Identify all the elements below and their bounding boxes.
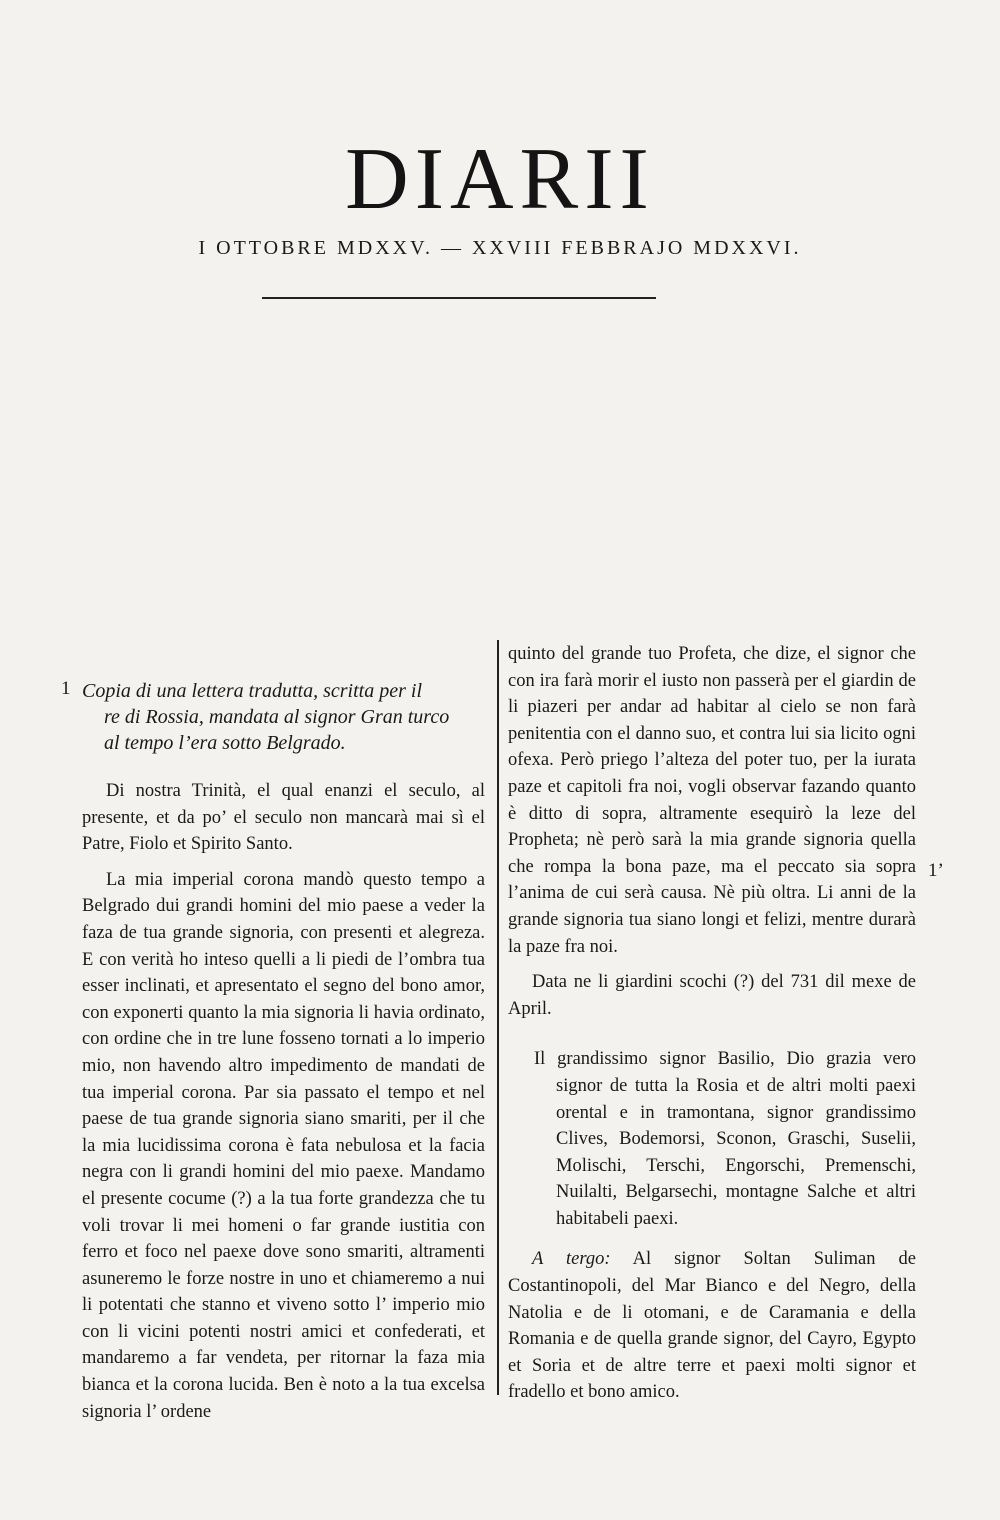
letter-heading bbox=[82, 678, 485, 756]
paragraph bbox=[508, 1246, 916, 1406]
right-column bbox=[508, 641, 916, 1415]
a-tergo-text: Al signor Soltan Suliman de Costantinopoli, del Mar Bianco e del Negro, della Natolia e de li otomani, e de Caramania e della Romania e de quella grande signor, del Cayro, Egypto et Soria et de altre terre et paexi molti signor et fradello et bono amico. bbox=[508, 1249, 917, 1403]
paragraph: quinto del grande tuo Profeta, che dize, el signor che con ira farà morir el iusto non passerà per el giardin de li piazeri per andar ad habitar al cielo se non farà penitentia con el danno suo, et contra lui sia licito ogni ofexa. Però priego l’alteza del poter tuo, per la iurata paze et capitoli fra noi, vogli observar fazando quanto è ditto di sopra, altramente esequirò la leze del Propheta; nè però sarà la mia grande signoria quella che rompa la bona paze, ma el peccato sia sopra l’anima de cui serà causa. Nè più oltra. Li anni de la grande signoria tua siano longi et felizi, mentre durarà la paze fra noi. bbox=[508, 644, 916, 957]
margin-number-right: 1’ bbox=[928, 860, 944, 881]
heading-line-1: Copia di una lettera tradutta, scritta per il bbox=[82, 680, 422, 702]
heading-line-3: al tempo l’era sotto Belgrado. bbox=[104, 732, 346, 754]
left-column bbox=[82, 678, 485, 1434]
title-rule bbox=[262, 297, 656, 299]
margin-number-left: 1 bbox=[61, 678, 71, 699]
column-divider bbox=[497, 640, 499, 1395]
paragraph: Il grandissimo signor Basilio, Dio grazia vero signor de tutta la Rosia et de altri molti paexi orental e in tramontana, signor grandissimo Clives, Bodemorsi, Sconon, Graschi, Suselii, Molischi, Terschi, Engorschi, Premenschi, Nuilalti, Belgarsechi, montagne Salche et altri habitabeli paexi. bbox=[534, 1049, 916, 1229]
heading-line-2: re di Rossia, mandata al signor Gran turco bbox=[104, 706, 450, 728]
page-subtitle: I OTTOBRE MDXXV. — XXVIII FEBBRAJO MDXXVI. bbox=[198, 237, 802, 259]
paragraph: La mia imperial corona mandò questo tempo a Belgrado dui grandi homini del mio paese a veder la faza de tua grande signoria, con presenti et alegreza. E con verità ho inteso quelli a li piedi de l’ombra tua esser inclinati, et apresentato el segno del bono amor, con exponerti quanto la mia signoria li havia ordinato, con ordine che in tre lune fosseno tornati a lo imperio mio, non havendo altro impedimento de mandati de tua imperial corona. Par sia passato el tempo et nel paese de tua grande signoria siano smariti, per il che la mia lucidissima corona è fata nebulosa et la facia negra con li grandi homini del mio paexe. Mandamo el presente cocume (?) a la tua forte grandezza che tu voli trovar li mei homeni o far grande iustitia con ferro et foco nel paexe dove sono smariti, altramenti asuneremo le forze nostre in uno et chiameremo a nui li potentati che stanno et viveno sotto l’ imperio mio con li vicini potenti nostri amici et confederati, et mandaremo a far vendeta, per ritornar la faza mia bianca et la corona lucida. Ben è noto a la tua excelsa signoria l’ ordene bbox=[82, 869, 485, 1422]
paragraph: Di nostra Trinità, el qual enanzi el seculo, al presente, et da po’ el seculo non mancarà mai sì el Patre, Fiolo et Spirito Santo. bbox=[82, 781, 485, 855]
page-title: DIARII bbox=[345, 131, 655, 228]
a-tergo-label: A tergo: bbox=[532, 1249, 611, 1270]
paragraph: Data ne li giardini scochi (?) del 731 dil mexe de April. bbox=[508, 972, 916, 1019]
